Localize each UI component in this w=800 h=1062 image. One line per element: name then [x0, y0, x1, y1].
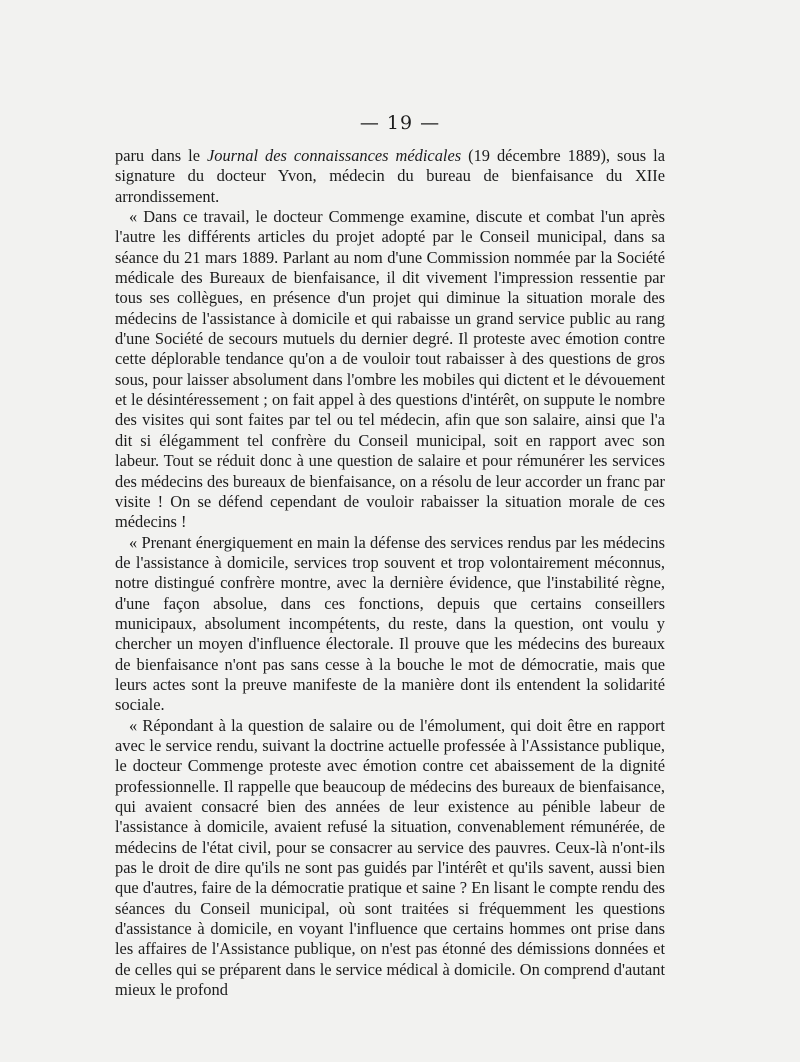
paragraph-1-rest: (19 décembre 1889), sous la signature du docteur Yvon, médecin du bureau de bienfaisance du XIIe arrondissement.	[115, 146, 665, 206]
paragraph-3: « Prenant énergiquement en main la défense des services rendus par les médecins de l'assistance à domicile, services trop souvent et trop volontairement méconnus, notre distingué confrère montre, avec la dernière évidence, que l'instabilité règne, d'une façon absolue, dans ces fonctions, depuis que certains conseillers municipaux, absolument incompétents, du reste, dans la question, ont voulu y chercher un moyen d'influence électorale. Il prouve que les médecins des bureaux de bienfaisance n'ont pas sans cesse à la bouche le mot de démocratie, mais que leurs actes sont la preuve manifeste de la manière dont ils entendent la solidarité sociale.	[115, 532, 665, 715]
paragraph-2: « Dans ce travail, le docteur Commenge examine, discute et combat l'un après l'autre les différents articles du projet adopté par le Conseil municipal, dans sa séance du 21 mars 1889. Parlant au nom d'une Commission nommée par la Société médicale des Bureaux de bienfaisance, il dit vivement l'impression ressentie par tous ses collègues, en présence d'un projet qui diminue la situation morale des médecins de l'assistance à domicile et qui rabaisse un grand service public au rang d'une Société de secours mutuels du dernier degré. Il proteste avec émotion contre cette déplorable tendance qu'on a de vouloir tout rabaisser à des questions de gros sous, pour laisser absolument dans l'ombre les mobiles qui dictent et le dévouement et le désintéressement ; on fait appel à des questions d'intérêt, on suppute le nombre des visites qui sont faites par tel ou tel médecin, afin que son salaire, ainsi que l'a dit si élégamment tel confrère du Conseil municipal, soit en rapport avec son labeur. Tout se réduit donc à une question de salaire et pour rémunérer les services des médecins des bureaux de bienfaisance, on a résolu de leur accorder un franc par visite ! On se défend cependant de vouloir rabaisser la situation morale de ces médecins !	[115, 207, 665, 532]
page-number: — 19 —	[359, 112, 441, 134]
paragraph-1-lead: paru dans le	[115, 146, 208, 165]
paragraph-4: « Répondant à la question de salaire ou de l'émolument, qui doit être en rapport avec le service rendu, suivant la doctrine actuelle professée à l'Assistance publique, le docteur Commenge proteste avec émotion contre cet abaissement de la dignité professionnelle. Il rappelle que beaucoup de médecins des bureaux de bienfaisance, qui avaient consacré bien des années de leur existence au pénible labeur de l'assistance à domicile, avaient refusé la situation, convenablement rémunérée, de médecins de l'état civil, pour se consacrer au service des pauvres. Ceux-là n'ont-ils pas le droit de dire qu'ils ne sont pas guidés par l'intérêt et qu'ils savent, aussi bien que d'autres, faire de la démocratie pratique et saine ? En lisant le compte rendu des séances du Conseil municipal, où sont traitées si fréquemment les questions d'assistance à domicile, en voyant l'influence que certains hommes ont prise dans les affaires de l'Assistance publique, on n'est pas étonné des démissions données et de celles qui se préparent dans le service médical à domicile. On comprend d'autant mieux le profond	[115, 715, 665, 1000]
journal-title: Journal des connaissances médicales	[207, 146, 462, 165]
paragraph-1	[115, 146, 665, 207]
body-text	[115, 146, 665, 1000]
